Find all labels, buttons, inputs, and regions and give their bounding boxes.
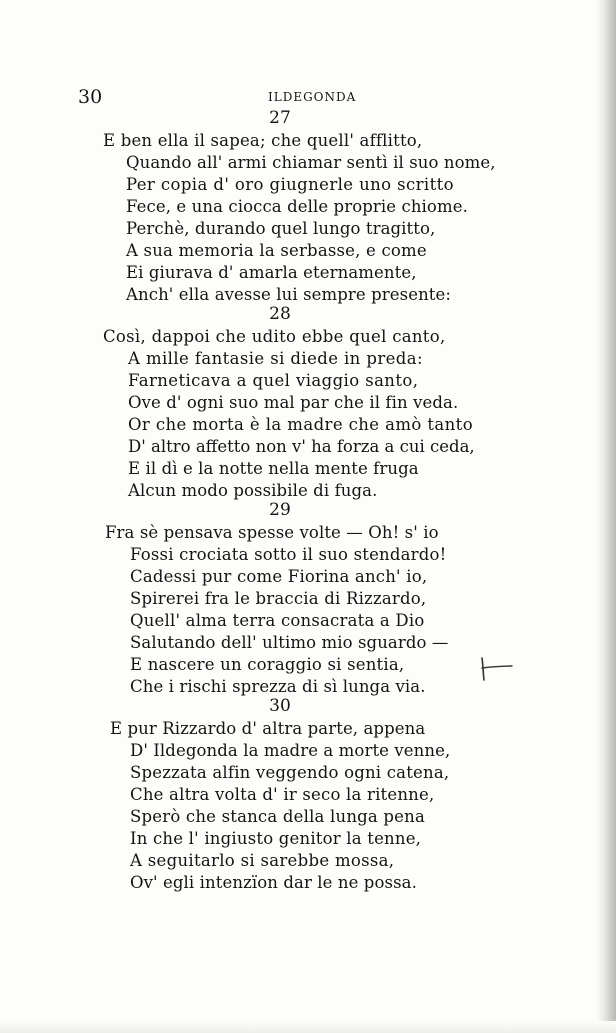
verse-line: Alcun modo possibile di fuga. — [128, 481, 378, 500]
verse-line: Così, dappoi che udito ebbe quel canto, — [103, 327, 446, 346]
verse-line: E nascere un coraggio si sentia, — [130, 655, 405, 674]
verse-line: D' altro affetto non v' ha forza a cui ceda, — [128, 437, 475, 456]
stanza-number: 30 — [269, 696, 291, 716]
stanza-number: 27 — [269, 108, 291, 128]
verse-line: Sperò che stanca della lunga pena — [130, 807, 425, 826]
verse-line: A sua memoria la serbasse, e come — [126, 241, 427, 260]
pencil-margin-mark-icon — [478, 654, 514, 682]
verse-line: E ben ella il sapea; che quell' afflitto, — [103, 131, 423, 150]
verse-line: Farneticava a quel viaggio santo, — [128, 371, 419, 390]
verse-line: Quell' alma terra consacrata a Dio — [130, 611, 425, 630]
verse-line: Fossi crociata sotto il suo stendardo! — [130, 545, 447, 564]
page-bottom-shadow — [0, 1021, 616, 1033]
verse-line: Ov' egli intenzïon dar le ne possa. — [130, 873, 417, 892]
verse-line: Ei giurava d' amarla eternamente, — [126, 263, 417, 282]
verse-line: A mille fantasie si diede in preda: — [128, 349, 423, 368]
verse-line: E pur Rizzardo d' altra parte, appena — [110, 719, 426, 738]
verse-line: Or che morta è la madre che amò tanto — [128, 415, 474, 434]
verse-line: In che l' ingiusto genitor la tenne, — [130, 829, 422, 848]
verse-line: Che i rischi sprezza di sì lunga via. — [130, 677, 426, 696]
verse-line: D' Ildegonda la madre a morte venne, — [130, 741, 451, 760]
verse-line: Fra sè pensava spesse volte — Oh! s' io — [105, 523, 439, 542]
verse-line: Cadessi pur come Fiorina anch' io, — [130, 567, 428, 586]
page-number: 30 — [78, 86, 103, 108]
verse-line: A seguitarlo si sarebbe mossa, — [130, 851, 395, 870]
running-title: ILDEGONDA — [268, 90, 357, 104]
verse-line: Salutando dell' ultimo mio sguardo — — [130, 633, 449, 652]
verse-line: Che altra volta d' ir seco la ritenne, — [130, 785, 435, 804]
verse-line: Anch' ella avesse lui sempre presente: — [126, 285, 452, 304]
verse-line: Ove d' ogni suo mal par che il fin veda. — [128, 393, 459, 412]
verse-line: Fece, e una ciocca delle proprie chiome. — [126, 197, 468, 216]
page-edge-shadow — [596, 0, 616, 1033]
stanza-number: 28 — [269, 304, 291, 324]
verse-line: Spirerei fra le braccia di Rizzardo, — [130, 589, 427, 608]
verse-line: Perchè, durando quel lungo tragitto, — [126, 219, 436, 238]
stanza-number: 29 — [269, 500, 291, 520]
verse-line: E il dì e la notte nella mente fruga — [128, 459, 419, 478]
verse-line: Quando all' armi chiamar sentì il suo nome, — [126, 153, 496, 172]
verse-line: Per copia d' oro giugnerle uno scritto — [126, 175, 454, 194]
verse-line: Spezzata alfin veggendo ogni catena, — [130, 763, 450, 782]
